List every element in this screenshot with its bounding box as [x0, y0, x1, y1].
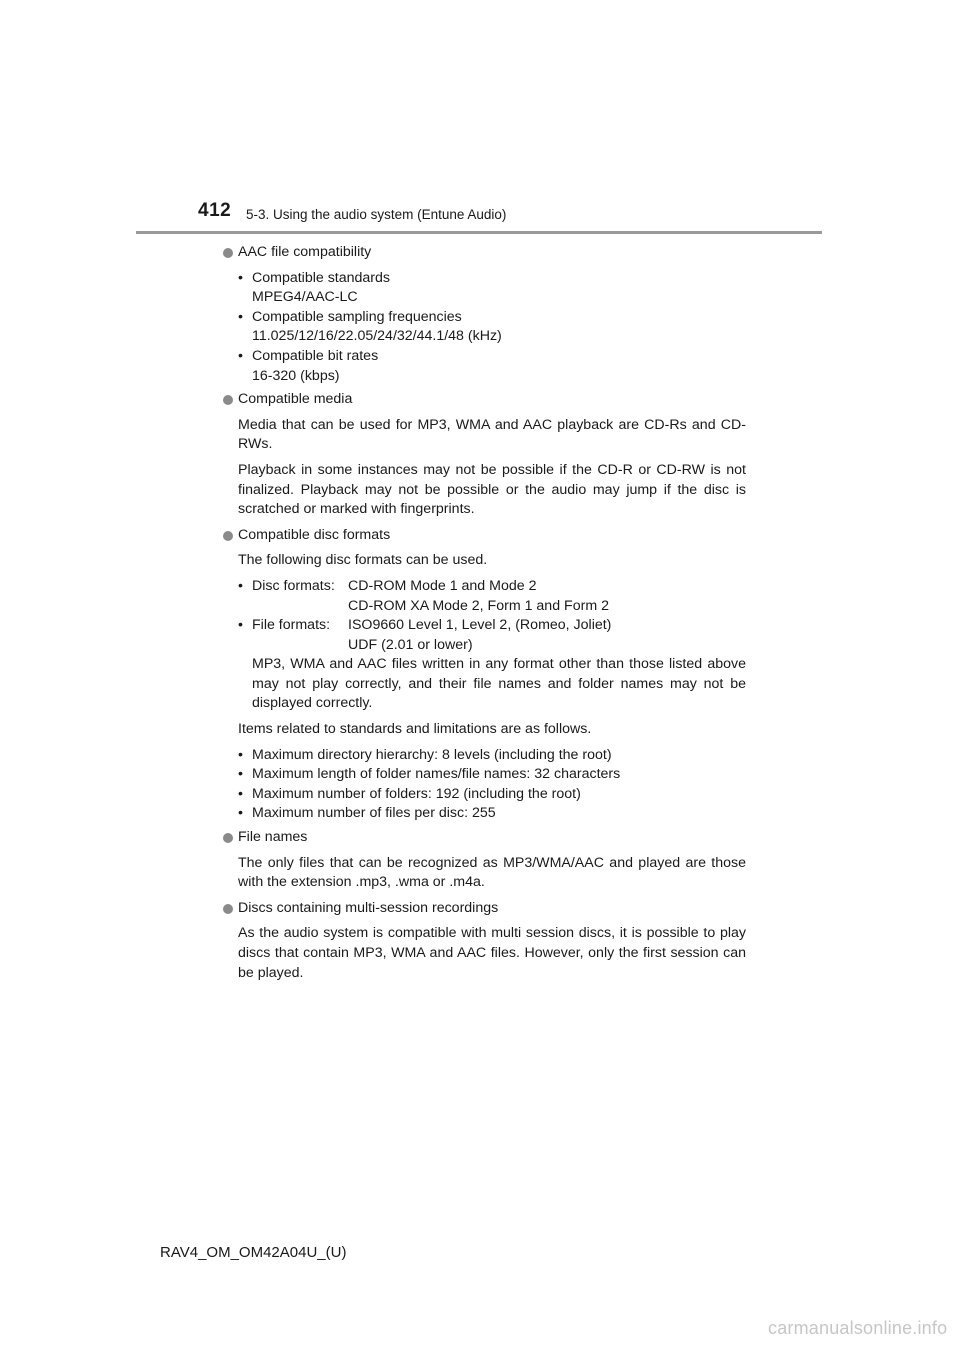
paragraph: Media that can be used for MP3, WMA and AAC playback are CD-Rs and CD-RWs. [238, 416, 746, 453]
page-content [222, 243, 746, 989]
paragraph: The only files that can be recognized as MP3/WMA/AAC and played are those with the extension .mp3, .wma or .m4a. [238, 854, 746, 891]
bullet-heading-media: Compatible media [222, 390, 746, 410]
bullet-dot-icon [223, 904, 233, 914]
paragraph: Playback in some instances may not be possible if the CD-R or CD-RW is not finalized. Playback may not be possible or the audio may jump if the disc is scratched or marked with fingerprints. [238, 461, 746, 518]
paragraph: The following disc formats can be used. [238, 552, 488, 569]
list-item: • Maximum length of folder names/file names: 32 characters [238, 766, 621, 783]
bullet-dot-icon [223, 833, 233, 843]
bullet-heading-formats: Compatible disc formats [222, 526, 746, 546]
list-item: • Compatible standards MPEG4/AAC-LC [238, 269, 391, 306]
bullet-heading-aac: AAC file compatibility [222, 243, 746, 263]
limits-list [222, 746, 746, 824]
page-header [0, 0, 960, 240]
bullet-dot-icon [223, 395, 233, 405]
bullet-dot-icon [223, 531, 233, 541]
list-item: • Compatible bit rates 16-320 (kbps) [238, 347, 379, 384]
formats-table: • Disc formats: CD-ROM Mode 1 and Mode 2 CD-ROM XA Mode 2, Form 1 and Form 2 • File formats: ISO9660 Level 1, Level 2, (Romeo, Joliet) UDF (2.01 or lower) MP3, WMA and AAC files written in any format other than those listed above may not play correctly, and their file names and folder names may not be displayed correctly. [222, 577, 746, 714]
list-item: • Maximum number of folders: 192 (including the root) [238, 785, 581, 802]
list-item: • Maximum directory hierarchy: 8 levels (including the root) [238, 746, 612, 763]
aac-list [222, 269, 746, 387]
bullet-dot-icon [223, 248, 233, 258]
page-number: 412 [198, 200, 232, 221]
list-item: • Compatible sampling frequencies 11.025/12/16/22.05/24/32/44.1/48 (kHz) [238, 308, 502, 345]
paragraph: As the audio system is compatible with multi session discs, it is possible to play discs that contain MP3, WMA and AAC files. However, only the first session can be played. [238, 925, 746, 981]
watermark: carmanualsonline.info [768, 1318, 948, 1338]
bullet-heading-names: File names [222, 828, 746, 848]
list-item: • Disc formats: CD-ROM Mode 1 and Mode 2 [238, 577, 537, 594]
section-title: 5-3. Using the audio system (Entune Audio) [246, 207, 507, 222]
paragraph: Items related to standards and limitations are as follows. [238, 721, 592, 738]
header-divider [136, 231, 822, 234]
bullet-heading-multi: Discs containing multi-session recordings [222, 899, 746, 919]
paragraph: MP3, WMA and AAC files written in any format other than those listed above may not play correctly, and their file names and folder names may not be displayed correctly. [252, 656, 746, 712]
document-code: RAV4_OM_OM42A04U_(U) [160, 1244, 347, 1261]
list-item: • Maximum number of files per disc: 255 [238, 805, 496, 822]
list-item: • File formats: ISO9660 Level 1, Level 2, (Romeo, Joliet) [238, 617, 612, 634]
